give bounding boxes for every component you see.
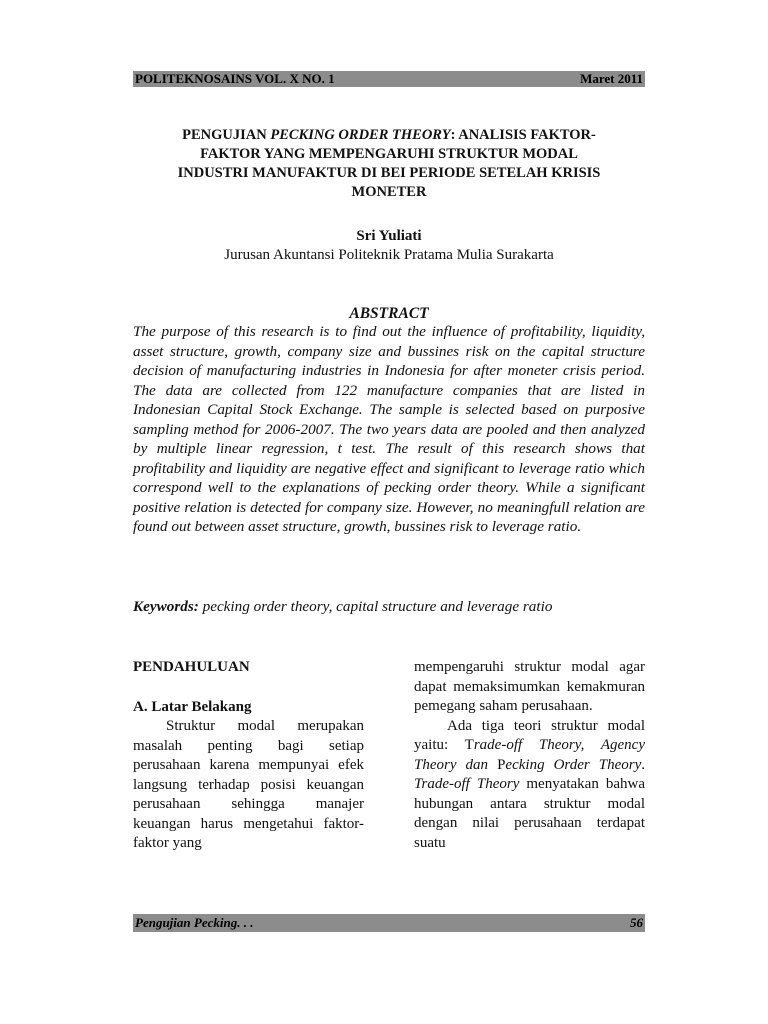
- keywords-text: pecking order theory, capital structure and leverage ratio: [198, 598, 553, 615]
- title-line2: FAKTOR YANG MEMPENGARUHI STRUKTUR MODAL: [200, 146, 578, 162]
- right-paragraph-2: [414, 717, 645, 854]
- right-column: [414, 658, 645, 853]
- section-heading: PENDAHULUAN: [133, 659, 250, 675]
- subsection-heading: A. Latar Belakang: [133, 698, 252, 715]
- title-line4: MONETER: [351, 184, 427, 200]
- left-paragraph: Struktur modal merupakan masalah penting bagi setiap perusahaan karena mempunyai efek langsung terhadap posisi keuangan perusahaan sehingga manajer keuangan harus mengetahui faktor-faktor yang: [133, 718, 364, 851]
- footer-bar: [133, 914, 645, 932]
- abstract-text: The purpose of this research is to find out the influence of profitability, liquidity, asset structure, growth, company size and bussines risk on the capital structure decision of manufacturing industries in Indonesia for after moneter crisis period. The data are collected from 122 manufacture companies that are listed in Indonesian Capital Stock Exchange. The sample is selected based on purposive sampling method for 2006-2007. The two years data are pooled and then analyzed by multiple linear regression, t test. The result of this research shows that profitability and liquidity are negative effect and significant to leverage ratio which correspond well to the explanations of pecking order theory. While a significant positive relation is detected for company size. However, no meaningfull relation are found out between asset structure, growth, bussines risk to leverage ratio.: [133, 323, 645, 535]
- rp2-e: ecking Order Theory: [505, 756, 642, 773]
- author-affiliation: Jurusan Akuntansi Politeknik Pratama Mulia Surakarta: [224, 247, 554, 263]
- page-number: 56: [630, 915, 643, 930]
- paper-title: [133, 126, 645, 202]
- rp2-a: Ada tiga teori struktur modal yaitu: T: [414, 717, 645, 753]
- issue-date: Maret 2011: [580, 71, 643, 86]
- rp2-c: dan: [456, 756, 498, 773]
- right-paragraph-1: mempengaruhi struktur modal agar dapat memaksimumkan kemakmuran pemegang saham perusahaan.: [414, 659, 645, 714]
- left-column: [133, 658, 364, 854]
- header-bar: [133, 71, 645, 87]
- running-title: Pengujian Pecking. . .: [135, 915, 254, 930]
- rp2-f: .: [641, 756, 645, 773]
- title-line1-pre: PENGUJIAN: [182, 127, 271, 143]
- keywords-label: Keywords:: [133, 598, 199, 615]
- title-line3: INDUSTRI MANUFAKTUR DI BEI PERIODE SETELAH KRISIS: [177, 165, 601, 181]
- abstract-heading: ABSTRACT: [349, 305, 429, 322]
- title-line1-italic: PECKING ORDER THEORY: [270, 127, 451, 143]
- rp2-g: Trade-off Theory: [414, 776, 520, 792]
- title-line1-post: : ANALISIS FAKTOR-: [450, 127, 596, 143]
- rp2-b: rade-off Theory, Agency Theory: [414, 737, 645, 773]
- author-name: Sri Yuliati: [356, 228, 422, 244]
- keywords: [133, 598, 645, 616]
- journal-name: POLITEKNOSAINS VOL. X NO. 1: [135, 71, 335, 86]
- rp2-h: menyatakan bahwa hubungan antara struktur modal dengan nilai perusahaan terdapat suatu: [414, 776, 645, 851]
- rp2-d: P: [497, 756, 506, 773]
